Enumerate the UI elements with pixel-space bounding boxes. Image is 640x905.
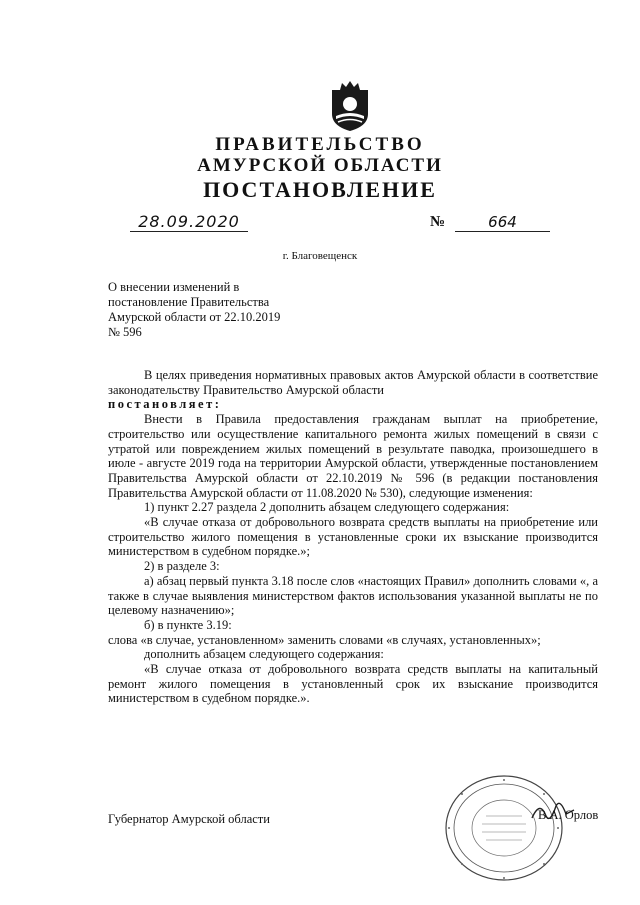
governor-title: Губернатор Амурской области <box>108 812 270 826</box>
paragraph: 1) пункт 2.27 раздела 2 дополнить абзацем следующего содержания: <box>144 500 510 515</box>
governor-name: В.А. Орлов <box>538 808 599 822</box>
paragraph: «В случае отказа от добровольного возврата средств выплаты на приобретение или строительство жилого помещения в установленные сроки их взыскание производится министерством в судебном порядке.»; <box>108 515 598 559</box>
region-title: АМУРСКОЙ ОБЛАСТИ <box>197 155 443 176</box>
paragraph: а) абзац первый пункта 3.18 после слов «настоящих Правил» дополнить словами «, а также в случае выявления министерством фактов использования указанной выплаты не по целевому назначению»; <box>108 573 598 618</box>
document-number: 664 <box>455 214 550 232</box>
paragraph: Внести в Правила предоставления гражданам выплат на приобретение, строительство или осуществление капитального ремонта жилых помещений в связи с утратой или повреждением жилых помещений в результате паводка, произошедшего в июле - августе 2019 года на территории Амурской области, утвержденные постановлением Правительства Амурской области от 22.10.2019 № 596 (в редакции постановления Правительства Амурской области от 11.08.2020 № 530), следующие изменения: <box>108 412 598 500</box>
coat-of-arms-emblem <box>328 80 372 132</box>
paragraph: 2) в разделе 3: <box>144 559 220 574</box>
decree-word: постановляет: <box>108 397 222 412</box>
subject-line: № 596 <box>108 325 142 339</box>
subject-block <box>108 280 348 340</box>
paragraph: слова «в случае, установленном» заменить словами «в случаях, установленных»; <box>108 632 541 647</box>
paragraph: В целях приведения нормативных правовых актов Амурской области в соответствие законодательству Правительство Амурской области <box>108 368 598 397</box>
document-date: 28.09.2020 <box>130 214 248 232</box>
paragraph: б) в пункте 3.19: <box>144 617 232 632</box>
document-type-title: ПОСТАНОВЛЕНИЕ <box>203 177 437 202</box>
paragraph: «В случае отказа от добровольного возврата средств выплаты на капитальный ремонт жилого помещения в установленный срок их взыскание производится министерством в судебном порядке.». <box>108 662 598 706</box>
paragraph: дополнить абзацем следующего содержания: <box>144 647 384 662</box>
official-stamp <box>440 772 568 884</box>
number-label: № <box>430 214 446 230</box>
document-body <box>108 368 598 706</box>
subject-line: постановление Правительства <box>108 295 270 309</box>
subject-line: Амурской области от 22.10.2019 <box>108 310 281 324</box>
government-title: ПРАВИТЕЛЬСТВО <box>215 134 425 155</box>
subject-line: О внесении изменений в <box>108 280 240 294</box>
city-line: г. Благовещенск <box>282 250 358 262</box>
